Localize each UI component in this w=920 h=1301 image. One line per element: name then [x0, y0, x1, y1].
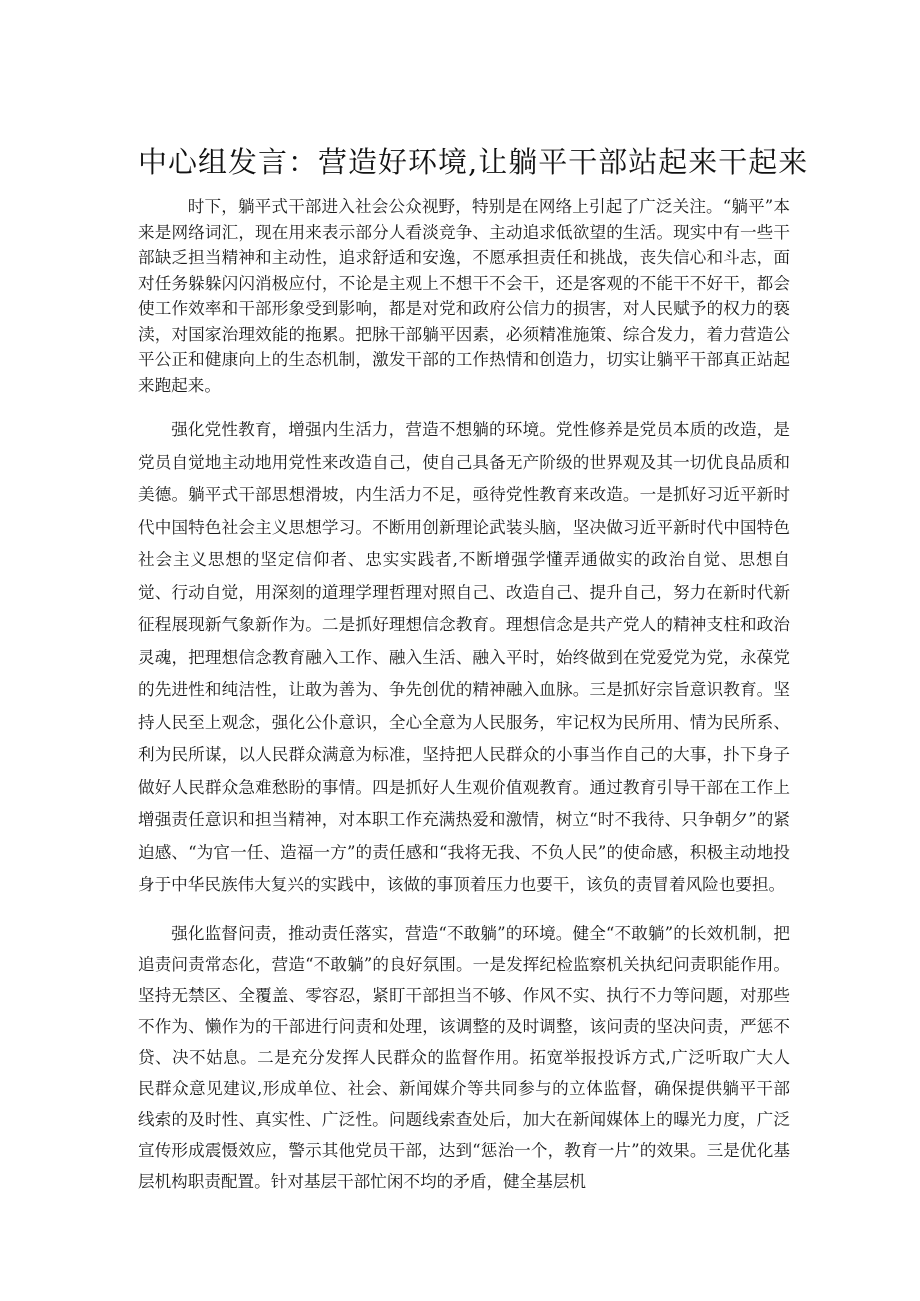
- page-title: 中心组发言：营造好环境,让躺平干部站起来干起来: [138, 145, 809, 179]
- paragraph-party-education: 强化党性教育，增强内生活力，营造不想躺的环境。党性修养是党员本质的改造，是党员自觉地主动地用党性来改造自己，使自己具备无产阶级的世界观及其一切优良品质和美德。躺平式干部思想滑坡，内生活力不足，亟待党性教育来改造。一是抓好习近平新时代中国特色社会主义思想学习。不断用创新理论武装头脑，坚决做习近平新时代中国特色社会主义思想的坚定信仰者、忠实实践者,不断增强学懂弄通做实的政治自觉、思想自觉、行动自觉，用深刻的道理学理哲理对照自己、改造自己、提升自己，努力在新时代新征程展现新气象新作为。二是抓好理想信念教育。理想信念是共产党人的精神支柱和政治灵魂，把理想信念教育融入工作、融入生活、融入平时，始终做到在党爱党为党，永葆党的先进性和纯洁性，让敢为善为、争先创优的精神融入血脉。三是抓好宗旨意识教育。坚持人民至上观念，强化公仆意识，全心全意为人民服务，牢记权为民所用、情为民所系、利为民所谋，以人民群众满意为标准，坚持把人民群众的小事当作自己的大事，扑下身子做好人民群众急难愁盼的事情。四是抓好人生观价值观教育。通过教育引导干部在工作上增强责任意识和担当精神，对本职工作充满热爱和激情，树立“时不我待、只争朝夕”的紧迫感、“为官一任、造福一方”的责任感和“我将无我、不负人民”的使命感，积极主动地投身于中华民族伟大复兴的实践中，该做的事顶着压力也要干，该负的责冒着风险也要担。: [138, 420, 790, 894]
- paragraph-intro: 时下，躺平式干部进入社会公众视野，特别是在网络上引起了广泛关注。“躺平”本来是网络词汇，现在用来表示部分人看淡竞争、主动追求低欲望的生活。现实中有一些干部缺乏担当精神和主动性，追求舒适和安逸，不愿承担责任和挑战，丧失信心和斗志，面对任务躲躲闪闪消极应付，不论是主观上不想干不会干，还是客观的不能干不好干，都会使工作效率和干部形象受到影响，都是对党和政府公信力的损害，对人民赋予的权力的亵渎，对国家治理效能的拖累。把脉干部躺平因素，必须精准施策、综合发力，着力营造公平公正和健康向上的生态机制，激发干部的工作热情和创造力，切实让躺平干部真正站起来跑起来。: [138, 197, 790, 395]
- paragraph-supervision: 强化监督问责，推动责任落实，营造“不敢躺”的环境。健全“不敢躺”的长效机制，把追责问责常态化，营造“不敢躺”的良好氛围。一是发挥纪检监察机关执纪问责职能作用。坚持无禁区、全覆盖、零容忍，紧盯干部担当不够、作风不实、执行不力等问题，对那些不作为、懒作为的干部进行问责和处理，该调整的及时调整，该问责的坚决问责，严惩不贷、决不姑息。二是充分发挥人民群众的监督作用。拓宽举报投诉方式,广泛听取广大人民群众意见建议,形成单位、社会、新闻媒介等共同参与的立体监督，确保提供躺平干部线索的及时性、真实性、广泛性。问题线索查处后，加大在新闻媒体上的曝光力度，广泛宣传形成震慑效应，警示其他党员干部，达到“惩治一个，教育一片”的效果。三是优化基层机构职责配置。针对基层干部忙闲不均的矛盾，健全基层机: [138, 923, 790, 1191]
